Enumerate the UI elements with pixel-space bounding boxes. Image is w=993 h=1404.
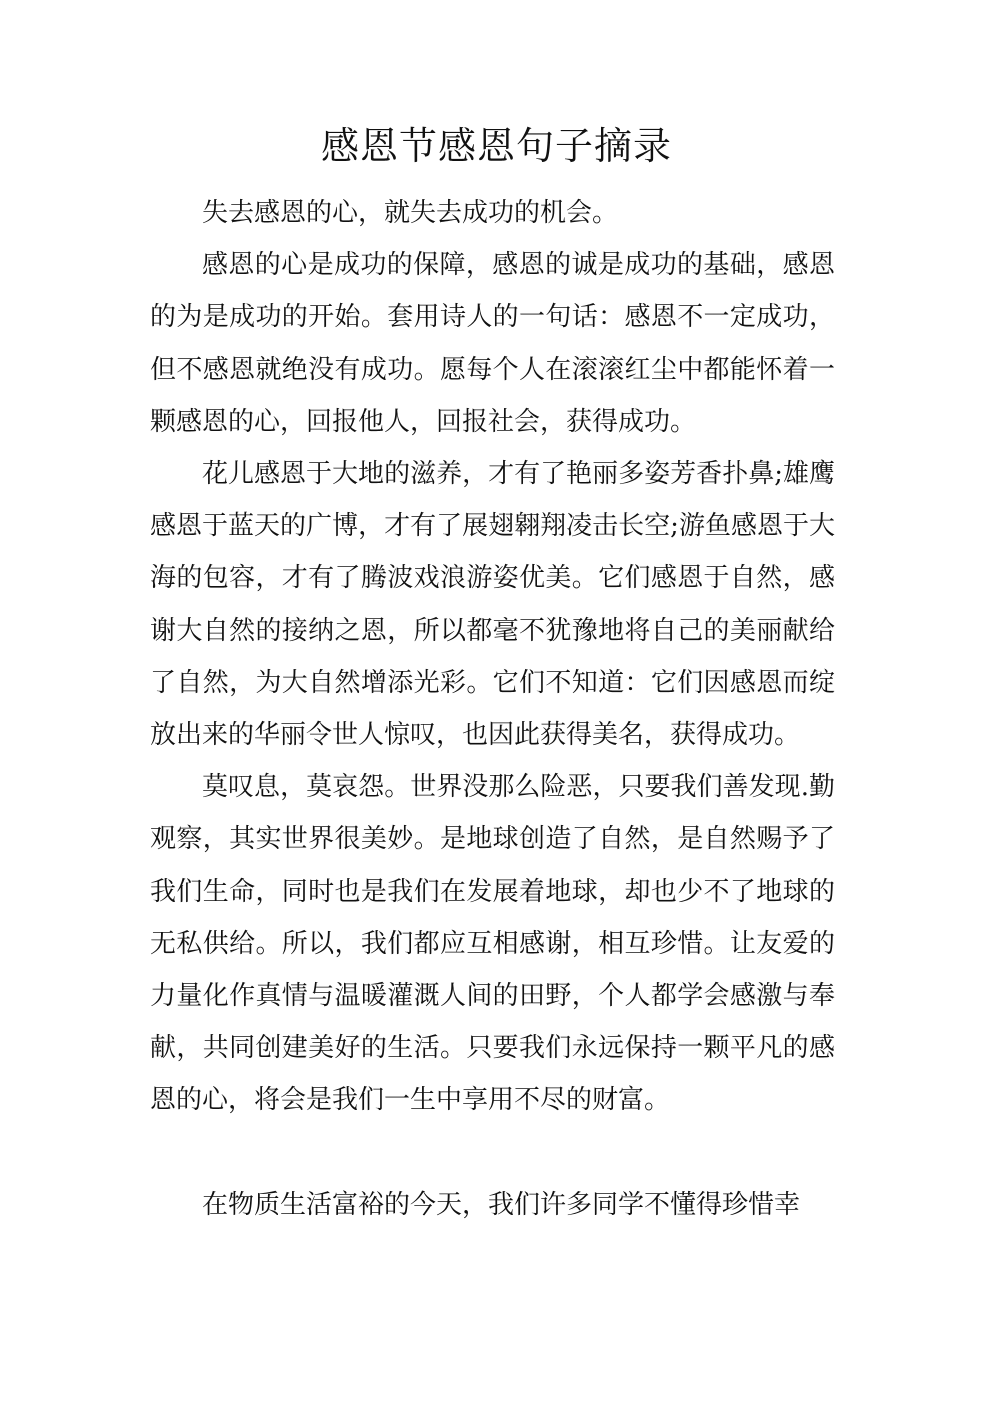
paragraph-1: 失去感恩的心，就失去成功的机会。: [202, 198, 619, 228]
paragraph-2: 感恩的心是成功的保障，感恩的诚是成功的基础，感恩的为是成功的开始。套用诗人的一句话：感恩不一定成功，但不感恩就绝没有成功。愿每个人在滚滚红尘中都能怀着一颗感恩的心，回报他人，回报社会，获得成功。: [150, 250, 835, 437]
paragraph-5: 在物质生活富裕的今天，我们许多同学不懂得珍惜幸: [202, 1189, 801, 1220]
document-body: [150, 187, 835, 1231]
paragraph-3: 花儿感恩于大地的滋养，才有了艳丽多姿芳香扑鼻;雄鹰感恩于蓝天的广博，才有了展翅翱翔凌击长空;游鱼感恩于大海的包容，才有了腾波戏浪游姿优美。它们感恩于自然，感谢大自然的接纳之恩，所以都毫不犹豫地将自己的美丽献给了自然，为大自然增添光彩。它们不知道：它们因感恩而绽放出来的华丽令世人惊叹，也因此获得美名，获得成功。: [150, 459, 835, 751]
paragraph-4: 莫叹息，莫哀怨。世界没那么险恶，只要我们善发现.勤观察，其实世界很美妙。是地球创造了自然，是自然赐予了我们生命，同时也是我们在发展着地球，却也少不了地球的无私供给。所以，我们都应互相感谢，相互珍惜。让友爱的力量化作真情与温暖灌溉人间的田野，个人都学会感激与奉献，共同创建美好的生活。只要我们永远保持一颗平凡的感恩的心，将会是我们一生中享用不尽的财富。: [150, 772, 835, 1116]
document-title: 感恩节感恩句子摘录: [320, 124, 672, 168]
